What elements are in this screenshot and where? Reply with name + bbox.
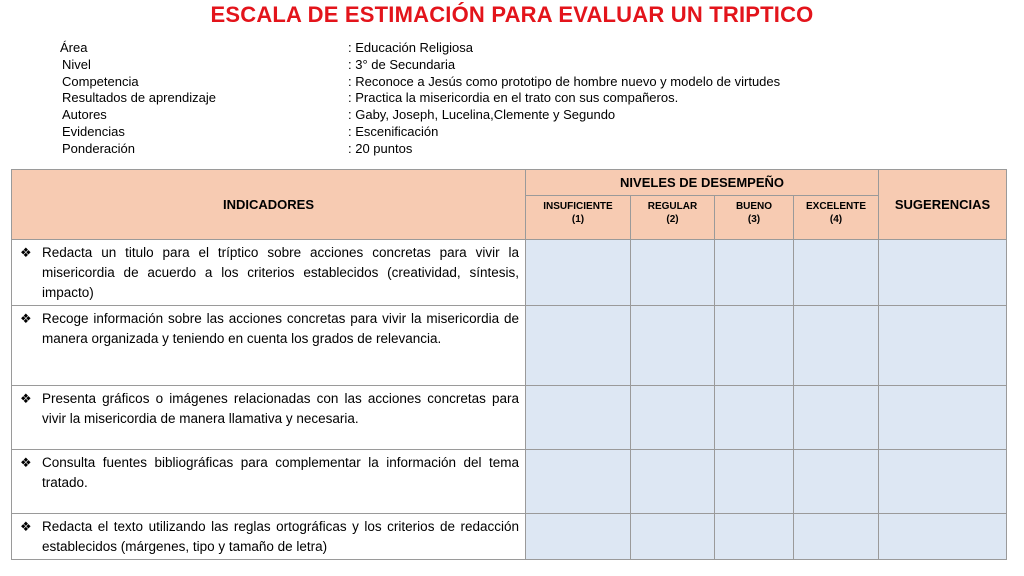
meta-label: Nivel	[62, 56, 91, 72]
score-cell-insuficiente[interactable]	[526, 386, 631, 450]
level-score: (4)	[829, 214, 843, 225]
score-cell-excelente[interactable]	[794, 514, 879, 560]
indicator-cell	[12, 514, 526, 560]
indicator-cell	[12, 386, 526, 450]
suggestion-cell[interactable]	[879, 306, 1007, 386]
score-cell-regular[interactable]	[631, 514, 715, 560]
level-score: (1)	[571, 214, 585, 225]
page-title: ESCALA DE ESTIMACIÓN PARA EVALUAR UN TRIPTICO	[210, 2, 814, 27]
indicator-cell	[12, 450, 526, 514]
score-cell-bueno[interactable]	[715, 450, 794, 514]
level-name: INSUFICIENTE	[543, 201, 613, 212]
score-cell-insuficiente[interactable]	[526, 450, 631, 514]
score-cell-regular[interactable]	[631, 240, 715, 306]
indicator-cell	[12, 240, 526, 306]
meta-label: Evidencias	[62, 123, 125, 139]
rubric-table	[11, 169, 1007, 560]
diamond-bullet-icon: ❖	[20, 455, 32, 470]
level-name: EXCELENTE	[806, 201, 867, 212]
table-row	[12, 514, 1007, 560]
level-score: (2)	[666, 214, 679, 225]
score-cell-regular[interactable]	[631, 386, 715, 450]
suggestion-cell[interactable]	[879, 514, 1007, 560]
diamond-bullet-icon: ❖	[20, 519, 32, 534]
meta-label: Área	[60, 40, 88, 55]
table-row	[12, 306, 1007, 386]
score-cell-regular[interactable]	[631, 450, 715, 514]
table-row	[12, 240, 1007, 306]
table-row	[12, 450, 1007, 514]
level-score: (3)	[747, 214, 761, 225]
score-cell-bueno[interactable]	[715, 514, 794, 560]
score-cell-insuficiente[interactable]	[526, 514, 631, 560]
level-name: BUENO	[735, 201, 773, 212]
meta-value: : Practica la misericordia en el trato con sus compañeros.	[348, 90, 679, 106]
meta-value: : Reconoce a Jesús como prototipo de hombre nuevo y modelo de virtudes	[348, 73, 781, 89]
score-cell-insuficiente[interactable]	[526, 240, 631, 306]
meta-value: : 3° de Secundaria	[348, 56, 456, 72]
header-level-bueno	[715, 196, 794, 240]
indicator-text: Redacta un titulo para el tríptico sobre acciones concretas para vivir la misericordia de acuerdo a los criterios establecidos (creatividad, síntesis, impacto)	[42, 245, 519, 300]
score-cell-regular[interactable]	[631, 306, 715, 386]
score-cell-bueno[interactable]	[715, 240, 794, 306]
meta-value: : Escenificación	[348, 123, 439, 139]
score-cell-excelente[interactable]	[794, 450, 879, 514]
suggestion-cell[interactable]	[879, 240, 1007, 306]
header-indicadores: INDICADORES	[12, 170, 526, 240]
score-cell-insuficiente[interactable]	[526, 306, 631, 386]
diamond-bullet-icon: ❖	[20, 311, 32, 326]
meta-label: Competencia	[62, 73, 139, 89]
score-cell-excelente[interactable]	[794, 306, 879, 386]
score-cell-excelente[interactable]	[794, 240, 879, 306]
meta-value: : Educación Religiosa	[348, 40, 474, 55]
suggestion-cell[interactable]	[879, 450, 1007, 514]
suggestion-cell[interactable]	[879, 386, 1007, 450]
header-sugerencias: SUGERENCIAS	[879, 170, 1007, 240]
meta-value: : 20 puntos	[348, 140, 413, 156]
header-level-insuficiente	[526, 196, 631, 240]
header-level-excelente	[794, 196, 879, 240]
score-cell-bueno[interactable]	[715, 386, 794, 450]
score-cell-bueno[interactable]	[715, 306, 794, 386]
meta-label: Resultados de aprendizaje	[62, 90, 216, 106]
score-cell-excelente[interactable]	[794, 386, 879, 450]
indicator-text: Redacta el texto utilizando las reglas ortográficas y los criterios de redacción establecidos (márgenes, tipo y tamaño de letra)	[42, 519, 519, 554]
indicator-cell	[12, 306, 526, 386]
header-level-regular	[631, 196, 715, 240]
indicator-text: Recoge información sobre las acciones concretas para vivir la misericordia de manera organizada y teniendo en cuenta los grados de relevancia.	[42, 311, 519, 346]
meta-value: : Gaby, Joseph, Lucelina,Clemente y Segundo	[348, 107, 616, 123]
level-name: REGULAR	[647, 201, 698, 212]
meta-label: Ponderación	[62, 140, 135, 156]
meta-label: Autores	[62, 107, 107, 123]
indicator-text: Presenta gráficos o imágenes relacionadas con las acciones concretas para vivir la misericordia de manera llamativa y necesaria.	[42, 391, 519, 426]
diamond-bullet-icon: ❖	[20, 245, 32, 260]
indicator-text: Consulta fuentes bibliográficas para complementar la información del tema tratado.	[42, 455, 519, 490]
diamond-bullet-icon: ❖	[20, 391, 32, 406]
header-niveles: NIVELES DE DESEMPEÑO	[526, 170, 879, 196]
table-row	[12, 386, 1007, 450]
